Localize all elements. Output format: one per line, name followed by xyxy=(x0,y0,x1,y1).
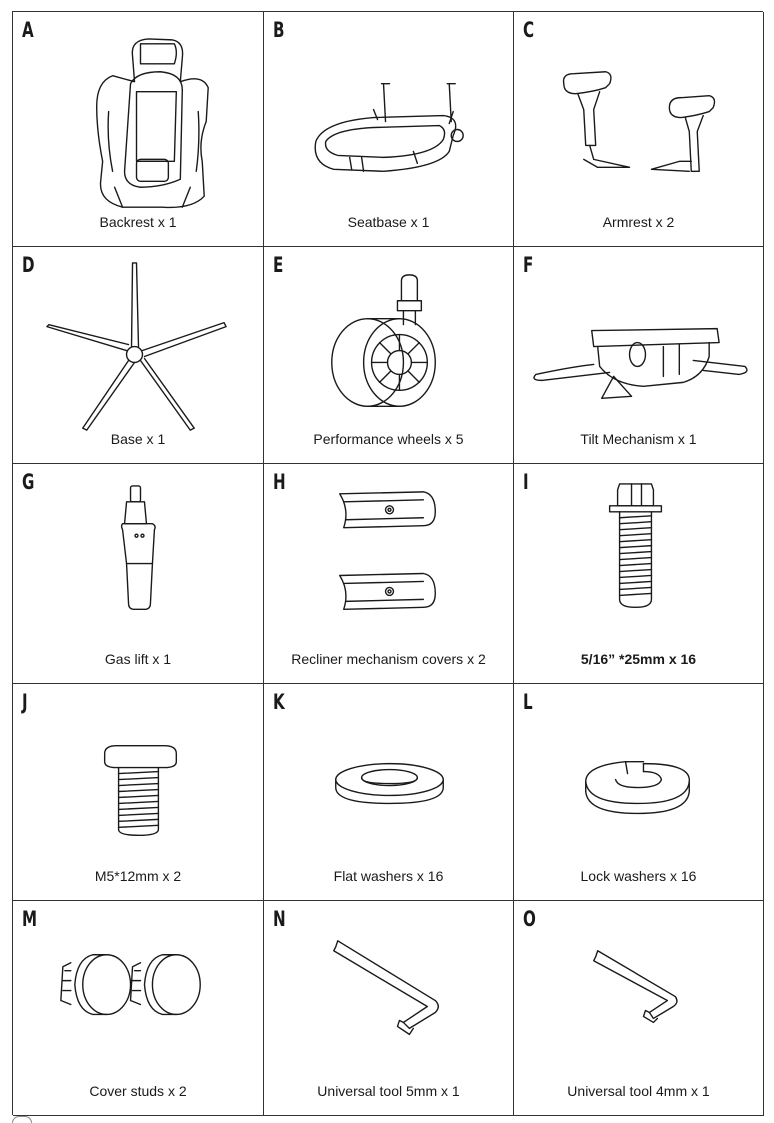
part-caption: Cover studs x 2 xyxy=(89,1083,187,1099)
part-cell-f xyxy=(514,247,764,464)
part-caption: M5*12mm x 2 xyxy=(94,868,182,884)
part-cell-k xyxy=(264,684,514,901)
part-cell-d xyxy=(13,247,264,464)
part-caption: 5/16” *25mm x 16 xyxy=(580,651,697,667)
part-cell-i xyxy=(514,464,764,684)
part-letter: H xyxy=(273,470,286,494)
part-letter: C xyxy=(523,18,535,42)
part-caption: Recliner mechanism covers x 2 xyxy=(291,651,486,667)
part-caption: Universal tool 5mm x 1 xyxy=(317,1083,460,1099)
part-letter: K xyxy=(273,690,285,714)
part-caption: Armrest x 2 xyxy=(602,214,675,230)
parts-grid xyxy=(12,11,763,1115)
armrest-icon xyxy=(514,12,763,246)
part-letter: J xyxy=(22,690,28,714)
part-cell-l xyxy=(514,684,764,901)
backrest-icon xyxy=(13,12,263,246)
part-letter: M xyxy=(22,907,38,931)
part-letter: E xyxy=(273,253,284,277)
part-letter: I xyxy=(523,470,529,494)
part-letter: N xyxy=(273,907,286,931)
part-caption: Backrest x 1 xyxy=(99,214,177,230)
part-letter: F xyxy=(523,253,534,277)
part-letter: G xyxy=(22,470,35,494)
part-cell-a xyxy=(13,12,264,247)
part-cell-o xyxy=(514,901,764,1116)
part-letter: A xyxy=(22,18,34,42)
seatbase-icon xyxy=(264,12,513,246)
part-cell-n xyxy=(264,901,514,1116)
part-cell-h xyxy=(264,464,514,684)
part-letter: D xyxy=(22,253,35,277)
part-letter: O xyxy=(523,907,536,931)
part-cell-j xyxy=(13,684,264,901)
part-cell-c xyxy=(514,12,764,247)
part-caption: Performance wheels x 5 xyxy=(313,431,464,447)
part-caption: Flat washers x 16 xyxy=(333,868,444,884)
part-caption: Universal tool 4mm x 1 xyxy=(567,1083,710,1099)
part-cell-e xyxy=(264,247,514,464)
part-caption: Seatbase x 1 xyxy=(347,214,430,230)
part-caption: Tilt Mechanism x 1 xyxy=(580,431,697,447)
part-cell-g xyxy=(13,464,264,684)
part-caption: Base x 1 xyxy=(110,431,166,447)
part-letter: B xyxy=(273,18,285,42)
part-letter: L xyxy=(523,690,533,714)
part-cell-m xyxy=(13,901,264,1116)
part-caption: Gas lift x 1 xyxy=(104,651,172,667)
part-cell-b xyxy=(264,12,514,247)
part-caption: Lock washers x 16 xyxy=(580,868,697,884)
